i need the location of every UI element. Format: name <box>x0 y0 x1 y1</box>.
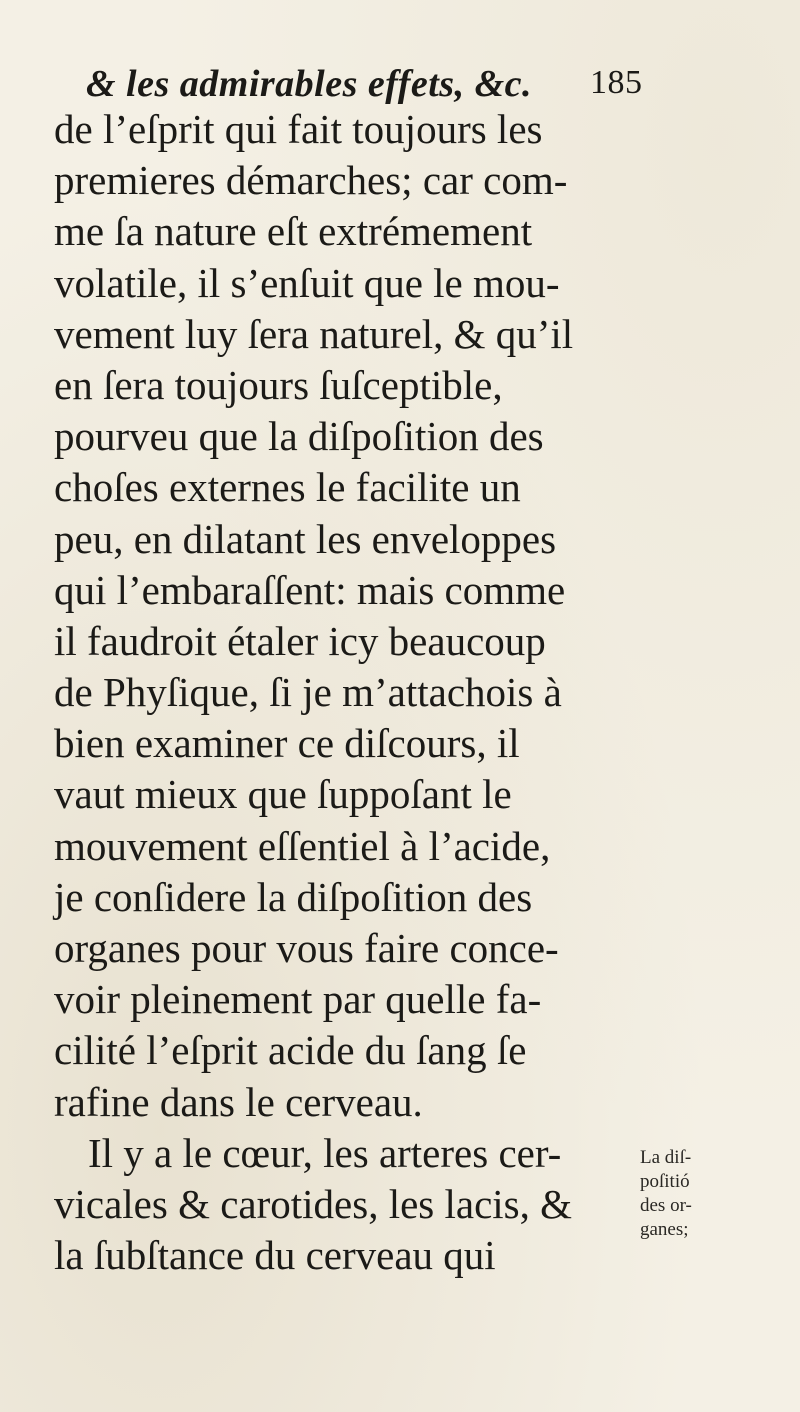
marginal-note-line: des or- <box>640 1195 692 1216</box>
text-line: en ſera toujours ſuſceptible, <box>54 361 503 408</box>
text-line: bien examiner ce diſcours, il <box>54 720 520 767</box>
text-line: de l’eſprit qui fait toujours les <box>54 106 543 152</box>
text-line: organes pour vous faire conce- <box>54 925 559 971</box>
text-line: vement luy ſera naturel, & qu’il <box>54 310 574 357</box>
text-line: me ſa nature eſt extrémement <box>54 208 533 255</box>
marginal-note-line: La diſ- <box>640 1147 692 1168</box>
text-line: premieres démarches; car com- <box>54 157 568 204</box>
text-line: cilité l’eſprit acide du ſang ſe <box>54 1027 527 1074</box>
text-line: pourveu que la diſpoſition des <box>54 413 544 460</box>
text-line: vicales & carotides, les lacis, & <box>54 1180 573 1227</box>
text-line: il faudroit étaler icy beaucoup <box>54 617 546 664</box>
text-line: choſes externes le facilite un <box>54 464 521 511</box>
text-line: volatile, il s’enſuit que le mou- <box>54 259 560 306</box>
text-line: peu, en dilatant les enveloppes <box>54 515 557 562</box>
marginal-note-line: ganes; <box>640 1219 689 1240</box>
text-line: de Phyſique, ſi je m’attachois à <box>54 669 562 716</box>
running-head <box>86 62 686 106</box>
running-head-title: & les admirables effets, &c. <box>86 63 533 105</box>
text-line: mouvement eſſentiel à l’acide, <box>54 822 551 869</box>
text-line: qui l’embaraſſent: mais comme <box>54 566 566 613</box>
text-line: je conſidere la diſpoſition des <box>54 873 533 920</box>
page-number: 185 <box>590 64 643 101</box>
text-line: voir pleinement par quelle fa- <box>54 976 542 1023</box>
text-line: Il y a le cœur, les arteres cer- <box>88 1129 562 1176</box>
text-line: rafine dans le cerveau. <box>54 1078 423 1125</box>
text-line: la ſubſtance du cerveau qui <box>54 1232 496 1279</box>
body-text <box>54 104 634 1281</box>
text-line: vaut mieux que ſuppoſant le <box>54 771 512 818</box>
marginal-note-line: poſitió <box>640 1171 690 1192</box>
marginal-note <box>640 1146 780 1242</box>
